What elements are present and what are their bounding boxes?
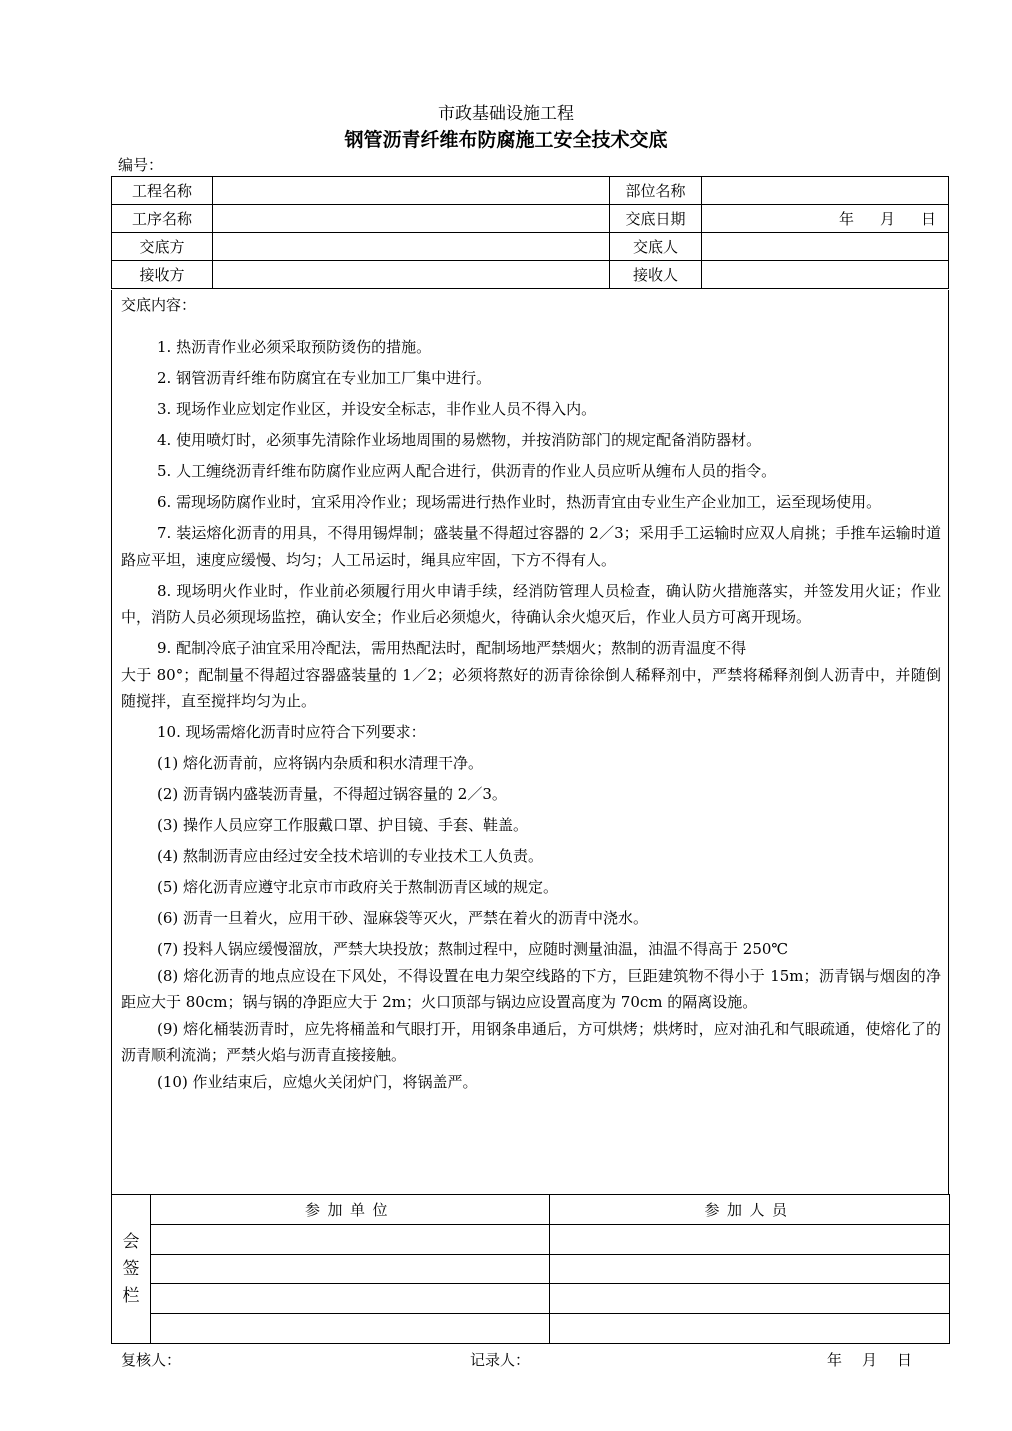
content-sub-5: (5) 熔化沥青应遵守北京市市政府关于熬制沥青区域的规定。	[157, 878, 559, 896]
content-sub-6: (6) 沥青一旦着火，应用干砂、湿麻袋等灭火，严禁在着火的沥青中浇水。	[157, 909, 649, 927]
part-name-field[interactable]	[702, 177, 949, 205]
content-item-5: 5. 人工缠绕沥青纤维布防腐作业应两人配合进行，供沥青的作业人员应听从缠布人员的指令。	[157, 462, 777, 480]
sign-side-char-3: 栏	[122, 1285, 140, 1306]
sign-unit-cell[interactable]	[151, 1254, 550, 1284]
footer-year: 年	[827, 1351, 843, 1369]
date-month: 月	[879, 210, 895, 228]
content-sub-9: (9) 熔化桶装沥青时，应先将桶盖和气眼打开，用钢条串通后，方可烘烤；烘烤时，应对油孔和气眼疏通，使熔化了的沥青顺利流淌；严禁火焰与沥青直接接触。	[121, 1019, 941, 1064]
process-name-field[interactable]	[213, 205, 610, 233]
content-sub-3: (3) 操作人员应穿工作服戴口罩、护目镜、手套、鞋盖。	[157, 816, 529, 834]
document-title: 钢管沥青纤维布防腐施工安全技术交底	[344, 129, 668, 151]
sign-header-row	[112, 1195, 950, 1225]
content-label: 交底内容：	[121, 296, 197, 314]
sign-unit-cell[interactable]	[151, 1314, 550, 1344]
reviewer-label: 复核人：	[121, 1351, 182, 1369]
content-body	[121, 334, 941, 1100]
sign-unit-cell[interactable]	[151, 1284, 550, 1314]
content-sub-8: (8) 熔化沥青的地点应设在下风处，不得设置在电力架空线路的下方，巨距建筑物不得小于 15m；沥青锅与烟囱的净距应大于 80cm；锅与锅的净距应大于 2m；火口顶部与锅边应设置高度为 70cm 的隔离设施。	[121, 966, 941, 1011]
content-item-7: 7. 装运熔化沥青的用具，不得用锡焊制；盛装量不得超过容器的 2／3；采用手工运输时应双人肩挑；手推车运输时道路应平坦，速度应缓慢、均匀；人工吊运时，绳具应牢固，下方不得有人。	[121, 524, 941, 569]
info-table	[111, 176, 949, 289]
sign-row	[112, 1224, 950, 1254]
content-item-1: 1. 热沥青作业必须采取预防烫伤的措施。	[157, 338, 432, 356]
date-day: 日	[920, 210, 936, 228]
sign-unit-cell[interactable]	[151, 1224, 550, 1254]
content-item-2: 2. 钢管沥青纤维布防腐宜在专业加工厂集中进行。	[157, 369, 492, 387]
part-name-label: 部位名称	[610, 177, 702, 205]
sign-people-cell[interactable]	[550, 1284, 950, 1314]
discloser-person-field[interactable]	[702, 233, 949, 261]
info-row-3	[112, 233, 949, 261]
sign-people-cell[interactable]	[550, 1254, 950, 1284]
content-sub-1: (1) 熔化沥青前，应将锅内杂质和积水清理干净。	[157, 754, 484, 772]
discloser-party-field[interactable]	[213, 233, 610, 261]
sign-side-char-1: 会	[122, 1231, 140, 1252]
sign-row	[112, 1254, 950, 1284]
content-item-4: 4. 使用喷灯时，必须事先清除作业场地周围的易燃物，并按消防部门的规定配备消防器材。	[157, 431, 762, 449]
content-sub-7: (7) 投料人锅应缓慢溜放，严禁大块投放；熬制过程中，应随时测量油温，油温不得高于 250℃	[157, 940, 789, 958]
document-subtitle: 市政基础设施工程	[438, 104, 574, 124]
sign-people-cell[interactable]	[550, 1224, 950, 1254]
sign-people-cell[interactable]	[550, 1314, 950, 1344]
content-item-6: 6. 需现场防腐作业时，宜采用冷作业；现场需进行热作业时，热沥青宜由专业生产企业加工，运至现场使用。	[157, 493, 882, 511]
content-item-9: 9. 配制冷底子油宜采用冷配法，需用热配法时，配制场地严禁烟火；熬制的沥青温度不得	[157, 639, 747, 657]
info-row-2	[112, 205, 949, 233]
content-item-10: 10. 现场需熔化沥青时应符合下列要求：	[157, 723, 426, 741]
content-item-3: 3. 现场作业应划定作业区，并设安全标志，非作业人员不得入内。	[157, 400, 597, 418]
project-name-label: 工程名称	[112, 177, 213, 205]
sign-row	[112, 1284, 950, 1314]
sign-side-char-2: 签	[122, 1258, 140, 1279]
sign-table	[111, 1194, 950, 1344]
receiver-person-field[interactable]	[702, 261, 949, 289]
sign-row	[112, 1314, 950, 1344]
date-field[interactable]	[702, 205, 949, 233]
info-row-4	[112, 261, 949, 289]
col-unit-header: 参加单位	[151, 1195, 550, 1225]
content-sub-4: (4) 熬制沥青应由经过安全技术培训的专业技术工人负责。	[157, 847, 544, 865]
content-sub-10: (10) 作业结束后，应熄火关闭炉门，将锅盖严。	[157, 1072, 478, 1091]
info-row-1	[112, 177, 949, 205]
sign-side-label	[112, 1195, 151, 1344]
date-label: 交底日期	[610, 205, 702, 233]
recorder-label: 记录人：	[470, 1351, 531, 1369]
receiver-party-field[interactable]	[213, 261, 610, 289]
footer-day: 日	[897, 1351, 913, 1369]
project-name-field[interactable]	[213, 177, 610, 205]
content-item-9-cont: 大于 80°；配制量不得超过容器盛装量的 1／2；必须将熬好的沥青徐徐倒人稀释剂中，严禁将稀释剂倒人沥青中，并随倒随搅拌，直至搅拌均匀为止。	[121, 665, 941, 710]
content-sub-2: (2) 沥青锅内盛装沥青量，不得超过锅容量的 2／3。	[157, 785, 507, 803]
receiver-party-label: 接收方	[112, 261, 213, 289]
receiver-person-label: 接收人	[610, 261, 702, 289]
content-item-8: 8. 现场明火作业时，作业前必须履行用火申请手续，经消防管理人员检查，确认防火措施落实，并签发用火证；作业中，消防人员必须现场监控，确认安全；作业后必须熄火，待确认余火熄灭后，作业人员方可离开现场。	[121, 581, 941, 626]
date-year: 年	[838, 210, 854, 228]
discloser-party-label: 交底方	[112, 233, 213, 261]
col-people-header: 参加人员	[550, 1195, 950, 1225]
process-name-label: 工序名称	[112, 205, 213, 233]
footer-month: 月	[862, 1351, 878, 1369]
code-label: 编号：	[118, 156, 164, 174]
discloser-person-label: 交底人	[610, 233, 702, 261]
